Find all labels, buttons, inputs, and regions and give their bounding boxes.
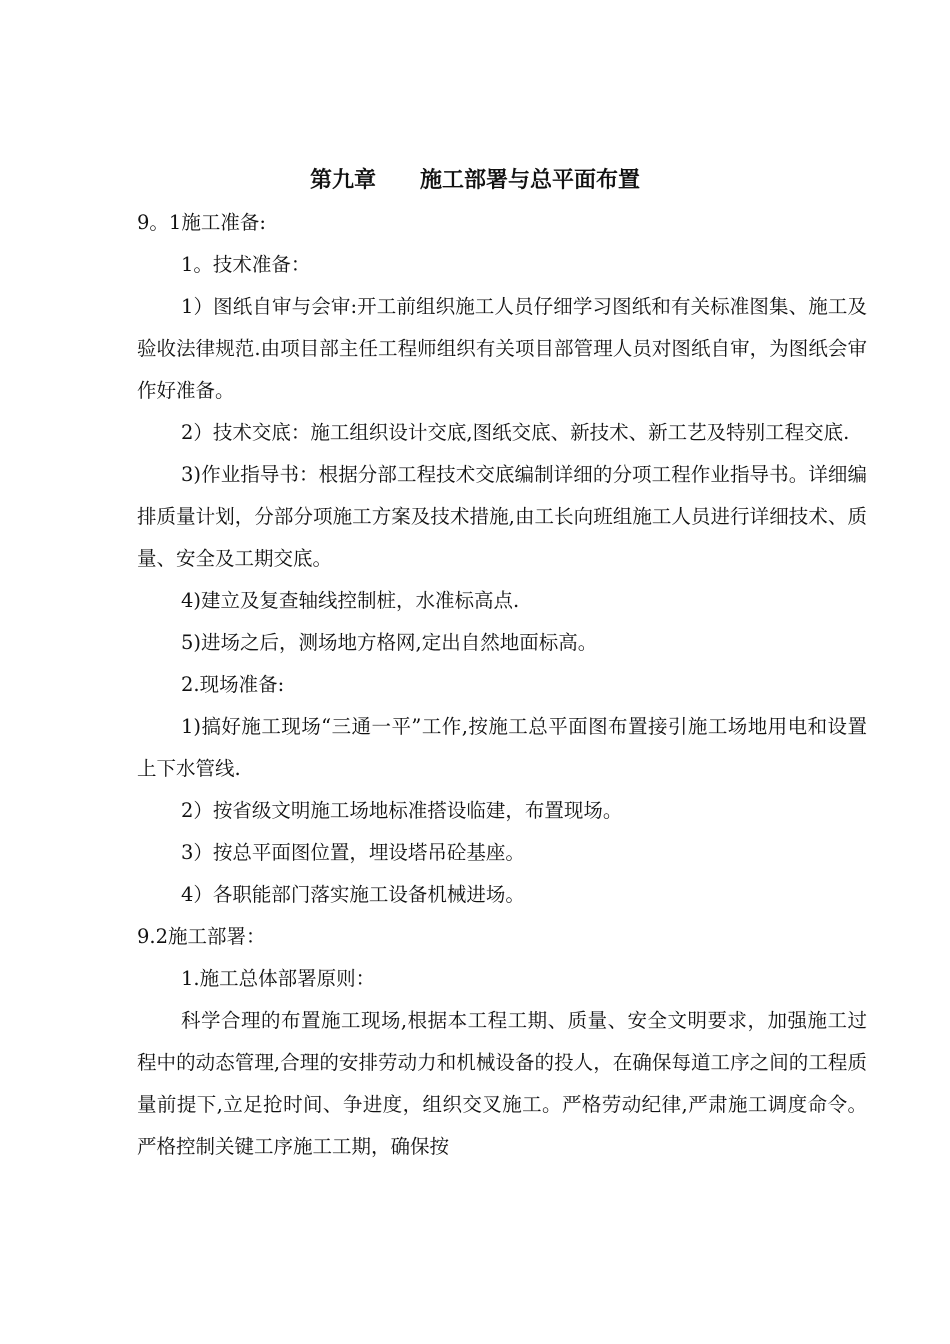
paragraph: 3)作业指导书：根据分部工程技术交底编制详细的分项工程作业指导书。详细编排质量计划，分部分项施工方案及技术措施,由工长向班组施工人员进行详细技术、质量、安全及工期交底。 [137, 463, 867, 570]
paragraph: 1）图纸自审与会审:开工前组织施工人员仔细学习图纸和有关标准图集、施工及验收法律规范.由项目部主任工程师组织有关项目部管理人员对图纸自审，为图纸会审作好准备。 [137, 295, 867, 402]
paragraph: 2）按省级文明施工场地标准搭设临建，布置现场。 [181, 799, 623, 822]
paragraph: 1。技术准备： [181, 253, 311, 276]
paragraph: 9.2施工部署： [137, 925, 266, 948]
paragraph: 9。1施工准备: [137, 211, 266, 234]
paragraph: 2.现场准备: [181, 673, 285, 696]
paragraph: 4）各职能部门落实施工设备机械进场。 [181, 883, 525, 906]
paragraph: 1)搞好施工现场“三通一平”工作,按施工总平面图布置接引施工场地用电和设置上下水管线. [137, 715, 867, 780]
paragraph: 3）按总平面图位置，埋设塔吊砼基座。 [181, 841, 525, 864]
paragraph: 科学合理的布置施工现场,根据本工程工期、质量、安全文明要求，加强施工过程中的动态管理,合理的安排劳动力和机械设备的投人，在确保每道工序之间的工程质量前提下,立足抢时间、争进度，组织交叉施工。严格劳动纪律,严肃施工调度命令。严格控制关键工序施工工期，确保按 [137, 1009, 867, 1158]
chapter-title: 第九章 施工部署与总平面布置 [309, 168, 640, 193]
paragraph: 1.施工总体部署原则： [181, 967, 376, 990]
paragraph: 2）技术交底：施工组织设计交底,图纸交底、新技术、新工艺及特别工程交底. [181, 421, 850, 444]
paragraph: 5)进场之后，测场地方格网,定出自然地面标高。 [181, 631, 598, 654]
paragraph: 4)建立及复查轴线控制桩，水准标高点. [181, 589, 520, 612]
document-body [137, 202, 867, 1168]
